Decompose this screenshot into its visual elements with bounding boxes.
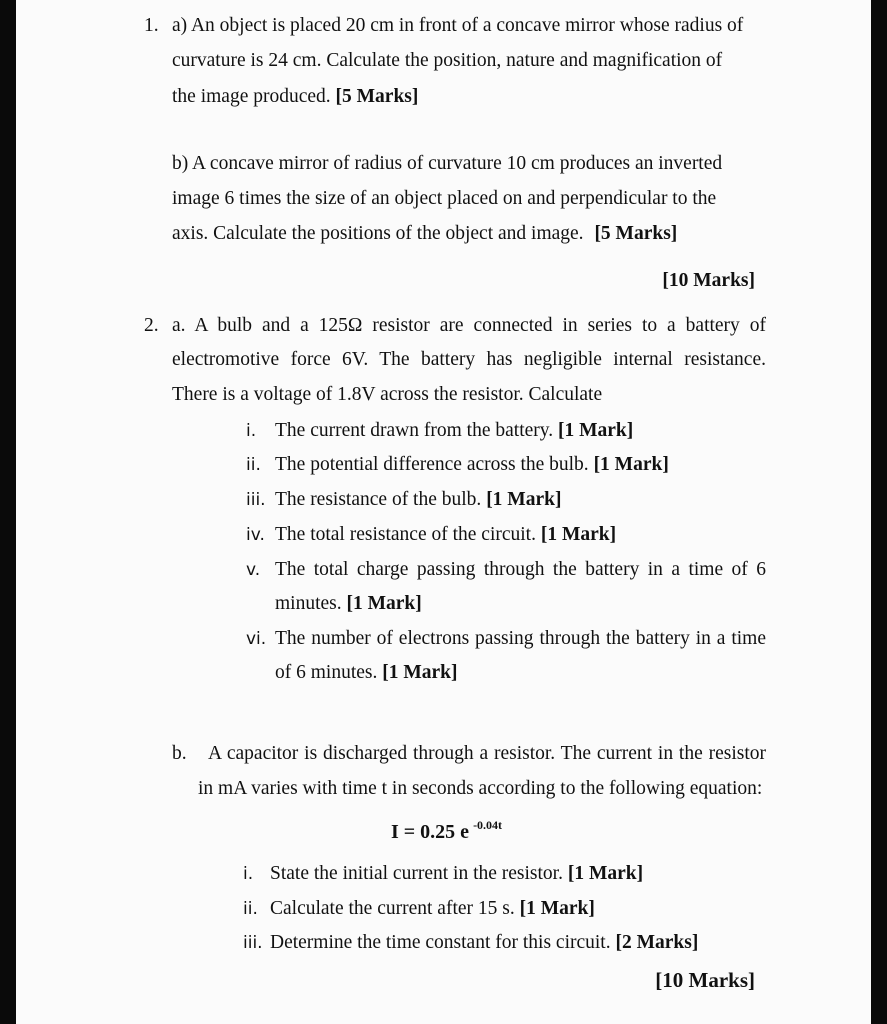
q1b-line-1: b) A concave mirror of radius of curvature 10 cm produces an inverted <box>172 153 723 174</box>
q2b-item-3 <box>270 931 698 955</box>
q1a-line-1: a) An object is placed 20 cm in front of a concave mirror whose radius of <box>172 15 744 36</box>
q2a-item-1-numeral: i. <box>246 421 257 441</box>
q1a-line-2: curvature is 24 cm. Calculate the position, nature and magnification of <box>172 50 723 71</box>
q2b-item-1-numeral: i. <box>243 864 254 884</box>
q2a-item-6-line-1: The number of electrons passing through the battery in a time <box>275 628 766 649</box>
q2b-line-2: in mA varies with time t in seconds according to the following equation: <box>198 778 763 799</box>
q2b-item-3-marks: [2 Marks] <box>615 932 699 953</box>
q2b-item-1-text: State the initial current in the resistor. <box>270 863 563 884</box>
q2a-item-5-text2: minutes. <box>275 593 342 614</box>
q2a-item-5-line-2 <box>275 592 422 616</box>
q1b-text: axis. Calculate the positions of the object and image. <box>172 223 584 244</box>
q2a-item-6-marks: [1 Mark] <box>382 662 458 683</box>
q1b-line-3 <box>172 222 677 246</box>
q2a-line-1: a. A bulb and a 125Ω resistor are connected in series to a battery of <box>172 315 766 336</box>
q2b-item-2-numeral: ii. <box>243 899 258 919</box>
q2a-item-1-marks: [1 Mark] <box>558 420 634 441</box>
q1b-line-2: image 6 times the size of an object placed on and perpendicular to the <box>172 188 717 209</box>
q2b-item-1-marks: [1 Mark] <box>567 863 644 884</box>
q2a-item-4 <box>275 523 616 547</box>
q2a-item-4-marks: [1 Mark] <box>540 524 617 545</box>
q2-total-marks: [10 Marks] <box>655 968 755 992</box>
q2a-item-2-marks: [1 Mark] <box>593 454 669 475</box>
q1b-marks: [5 Marks] <box>594 223 678 244</box>
q2b-item-2 <box>270 897 595 921</box>
q2a-item-5-line-1: The total charge passing through the battery in a time of 6 <box>275 559 766 580</box>
q2a-item-5-marks: [1 Mark] <box>346 593 422 614</box>
q2b-item-3-text: Determine the time constant for this circuit. <box>270 932 611 953</box>
q2a-item-4-numeral: iv. <box>246 525 265 545</box>
q2a-line-2: electromotive force 6V. The battery has negligible internal resistance. <box>172 349 766 370</box>
q2b-item-2-text: Calculate the current after 15 s. <box>270 898 515 919</box>
q2b-item-2-marks: [1 Mark] <box>519 898 595 919</box>
q1-number: 1. <box>144 15 159 36</box>
q1a-line-3 <box>172 85 418 109</box>
q2a-item-2-text: The potential difference across the bulb. <box>275 454 589 475</box>
q1a-text: the image produced. <box>172 86 331 107</box>
q2b-equation <box>391 813 502 844</box>
q2b-equation-lhs: I = 0.25 e <box>391 821 470 843</box>
q2a-item-1-text: The current drawn from the battery. <box>275 420 554 441</box>
q2a-item-2-numeral: ii. <box>246 455 261 475</box>
q2a-item-3-text: The resistance of the bulb. <box>275 489 482 510</box>
q2a-item-6-text2: of 6 minutes. <box>275 662 378 683</box>
q2a-line-3: There is a voltage of 1.8V across the resistor. Calculate <box>172 384 603 405</box>
q2a-item-3-numeral: iii. <box>246 490 266 510</box>
exam-page <box>16 0 871 1024</box>
q2b-item-1 <box>270 862 643 886</box>
q2a-item-3 <box>275 488 561 512</box>
q1-total-marks: [10 Marks] <box>662 270 755 291</box>
q2b-label: b. <box>172 743 187 764</box>
q1a-marks: [5 Marks] <box>335 86 419 107</box>
q2b-equation-exponent: -0.04t <box>473 818 503 832</box>
q2a-item-2 <box>275 453 669 477</box>
q2b-item-3-numeral: iii. <box>243 933 263 953</box>
q2-number: 2. <box>144 315 159 336</box>
q2a-item-4-text: The total resistance of the circuit. <box>275 524 536 545</box>
q2a-item-6-line-2 <box>275 661 458 685</box>
q2a-item-3-marks: [1 Mark] <box>486 489 562 510</box>
q2a-item-1 <box>275 419 633 443</box>
q2a-item-5-numeral: v. <box>246 560 261 580</box>
q2a-item-6-numeral: vi. <box>246 629 267 649</box>
q2b-line-1: A capacitor is discharged through a resistor. The current in the resistor <box>208 743 766 764</box>
